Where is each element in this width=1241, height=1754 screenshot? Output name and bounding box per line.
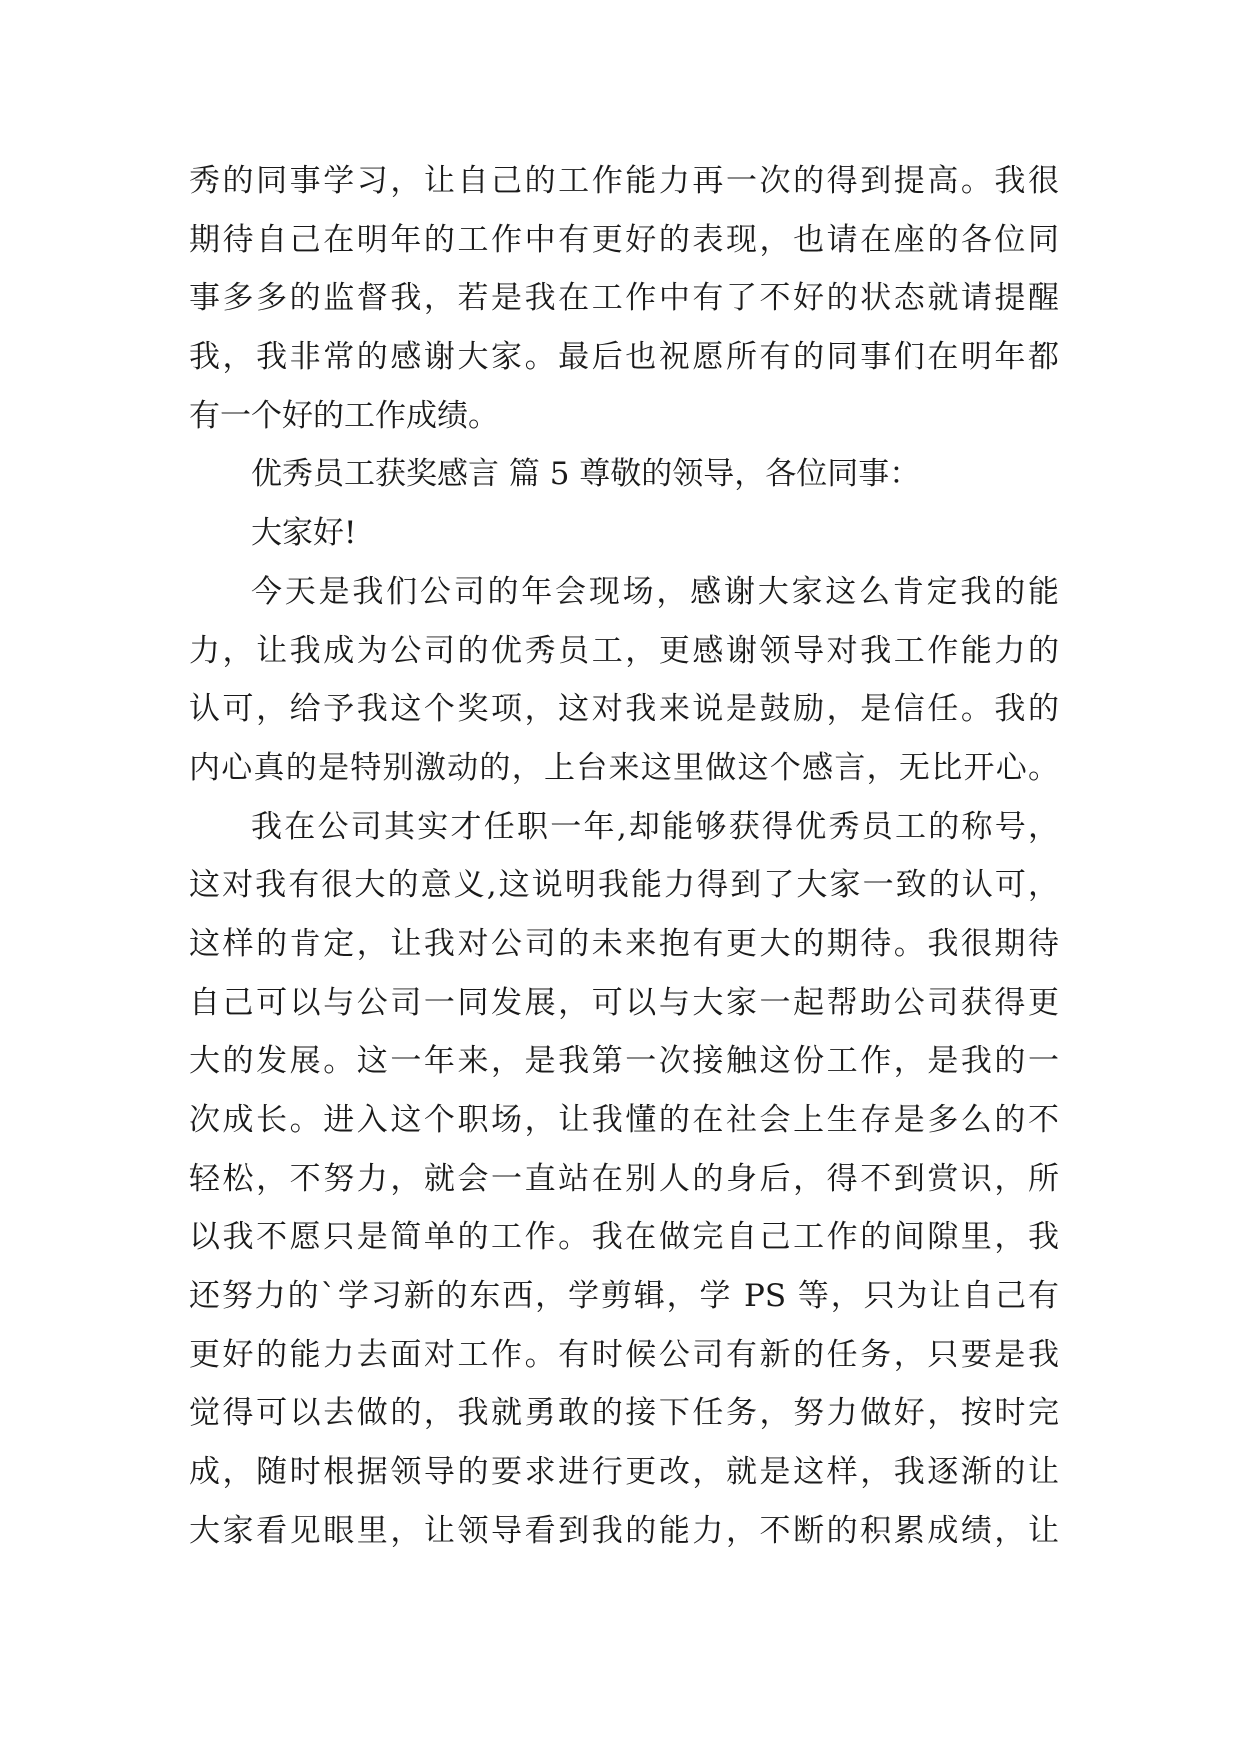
text-line: 这对我有很大的意义,这说明我能力得到了大家一致的认可，: [189, 867, 1059, 904]
text-line: 优秀员工获奖感言 篇 5 尊敬的领导，各位同事：: [251, 456, 921, 493]
text-line: 秀的同事学习，让自己的工作能力再一次的得到提高。我很: [189, 163, 1059, 199]
text-line: 大家好!: [251, 515, 357, 552]
text-line: 我，我非常的感谢大家。最后也祝愿所有的同事们在明年都: [189, 339, 1059, 376]
text-line: 我在公司其实才任职一年,却能够获得优秀员工的称号，: [251, 808, 1059, 845]
text-line: 觉得可以去做的，我就勇敢的接下任务，努力做好，按时完: [189, 1395, 1059, 1432]
text-line: 事多多的监督我，若是我在工作中有了不好的状态就请提醒: [189, 280, 1059, 317]
text-line: 更好的能力去面对工作。有时候公司有新的任务，只要是我: [189, 1336, 1059, 1373]
text-line: 大的发展。这一年来，是我第一次接触这份工作，是我的一: [189, 1043, 1059, 1080]
text-line: 有一个好的工作成绩。: [189, 397, 499, 434]
text-line: 期待自己在明年的工作中有更好的表现，也请在座的各位同: [189, 221, 1059, 258]
text-line: 今天是我们公司的年会现场，感谢大家这么肯定我的能: [251, 573, 1059, 610]
document-body: [189, 152, 1059, 1561]
text-line: 成，随时根据领导的要求进行更改，就是这样，我逐渐的让: [189, 1454, 1059, 1491]
text-line: 以我不愿只是简单的工作。我在做完自己工作的间隙里，我: [189, 1219, 1059, 1256]
text-line: 还努力的`学习新的东西，学剪辑，学 PS 等，只为让自己有: [189, 1278, 1059, 1315]
text-line: 自己可以与公司一同发展，可以与大家一起帮助公司获得更: [189, 984, 1059, 1021]
text-line: 这样的肯定，让我对公司的未来抱有更大的期待。我很期待: [189, 925, 1059, 962]
text-line: 内心真的是特别激动的，上台来这里做这个感言，无比开心。: [189, 749, 1059, 786]
text-line: 轻松，不努力，就会一直站在别人的身后，得不到赏识，所: [189, 1160, 1059, 1197]
text-line: 次成长。进入这个职场，让我懂的在社会上生存是多么的不: [189, 1102, 1059, 1138]
text-line: 大家看见眼里，让领导看到我的能力，不断的积累成绩，让: [189, 1512, 1059, 1549]
text-line: 认可，给予我这个奖项，这对我来说是鼓励，是信任。我的: [189, 691, 1059, 728]
text-line: 力，让我成为公司的优秀员工，更感谢领导对我工作能力的: [189, 632, 1059, 669]
